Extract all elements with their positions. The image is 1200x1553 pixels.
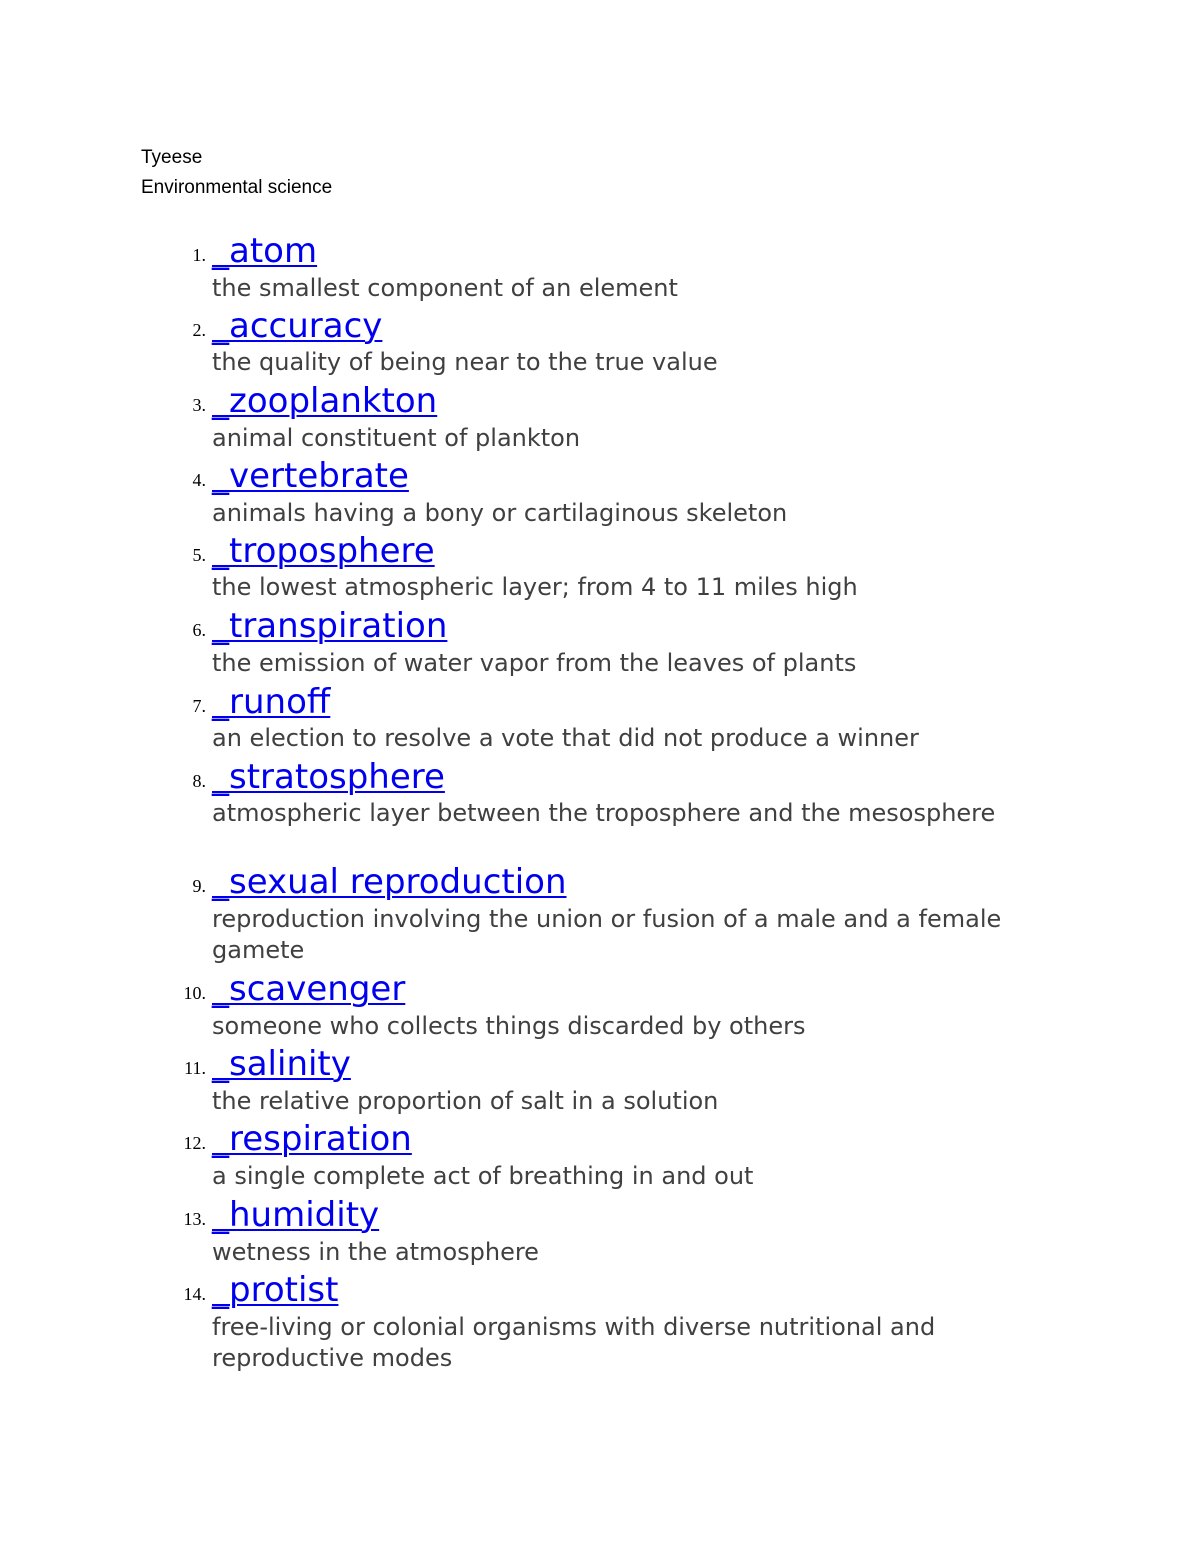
term-definition: the relative proportion of salt in a solution — [212, 1087, 719, 1115]
term-definition: someone who collects things discarded by others — [212, 1012, 806, 1040]
term-link[interactable]: _scavenger — [212, 969, 406, 1009]
document-header — [141, 143, 332, 203]
item-number: 8. — [192, 771, 206, 791]
term-link[interactable]: _runoff — [212, 682, 331, 722]
term-link[interactable]: _zooplankton — [212, 381, 438, 421]
term-definition: animal constituent of plankton — [212, 424, 581, 452]
term-definition: wetness in the atmosphere — [212, 1238, 539, 1266]
item-number: 11. — [184, 1058, 206, 1078]
term-link[interactable]: _salinity — [212, 1044, 351, 1084]
term-link[interactable]: _transpiration — [212, 606, 448, 646]
item-number: 2. — [192, 320, 206, 340]
term-definition: free-living or colonial organisms with diverse nutritional and reproductive modes — [212, 1313, 936, 1372]
term-definition: reproduction involving the union or fusion of a male and a female gamete — [212, 905, 1002, 964]
student-name: Tyeese — [141, 147, 203, 168]
term-link[interactable]: _sexual reproduction — [212, 862, 567, 902]
term-link[interactable]: _humidity — [212, 1195, 380, 1235]
term-link[interactable]: _vertebrate — [212, 456, 409, 496]
term-link[interactable]: _troposphere — [212, 531, 435, 571]
item-number: 12. — [183, 1133, 206, 1153]
item-number: 10. — [183, 983, 206, 1003]
item-number: 4. — [192, 470, 206, 490]
term-definition: a single complete act of breathing in and out — [212, 1162, 754, 1190]
term-definition: animals having a bony or cartilaginous skeleton — [212, 499, 788, 527]
term-link[interactable]: _stratosphere — [212, 757, 445, 797]
term-definition: the quality of being near to the true value — [212, 348, 718, 376]
item-number: 13. — [183, 1209, 206, 1229]
term-link[interactable]: _protist — [212, 1270, 339, 1310]
item-number: 3. — [192, 395, 206, 415]
item-number: 6. — [192, 620, 206, 640]
item-number: 14. — [183, 1284, 206, 1304]
item-number: 1. — [192, 245, 206, 265]
term-definition: an election to resolve a vote that did not produce a winner — [212, 724, 919, 752]
term-definition: the emission of water vapor from the leaves of plants — [212, 649, 857, 677]
term-definition: the lowest atmospheric layer; from 4 to 11 miles high — [212, 573, 858, 601]
subject-title: Environmental science — [141, 177, 333, 198]
term-definition: atmospheric layer between the troposphere and the mesosphere — [212, 799, 996, 827]
item-number: 9. — [192, 876, 206, 896]
term-link[interactable]: _respiration — [212, 1119, 412, 1159]
term-link[interactable]: _atom — [212, 231, 318, 271]
term-link[interactable]: _accuracy — [212, 306, 383, 346]
item-number: 7. — [192, 696, 206, 716]
term-definition: the smallest component of an element — [212, 274, 678, 302]
item-number: 5. — [192, 545, 206, 565]
